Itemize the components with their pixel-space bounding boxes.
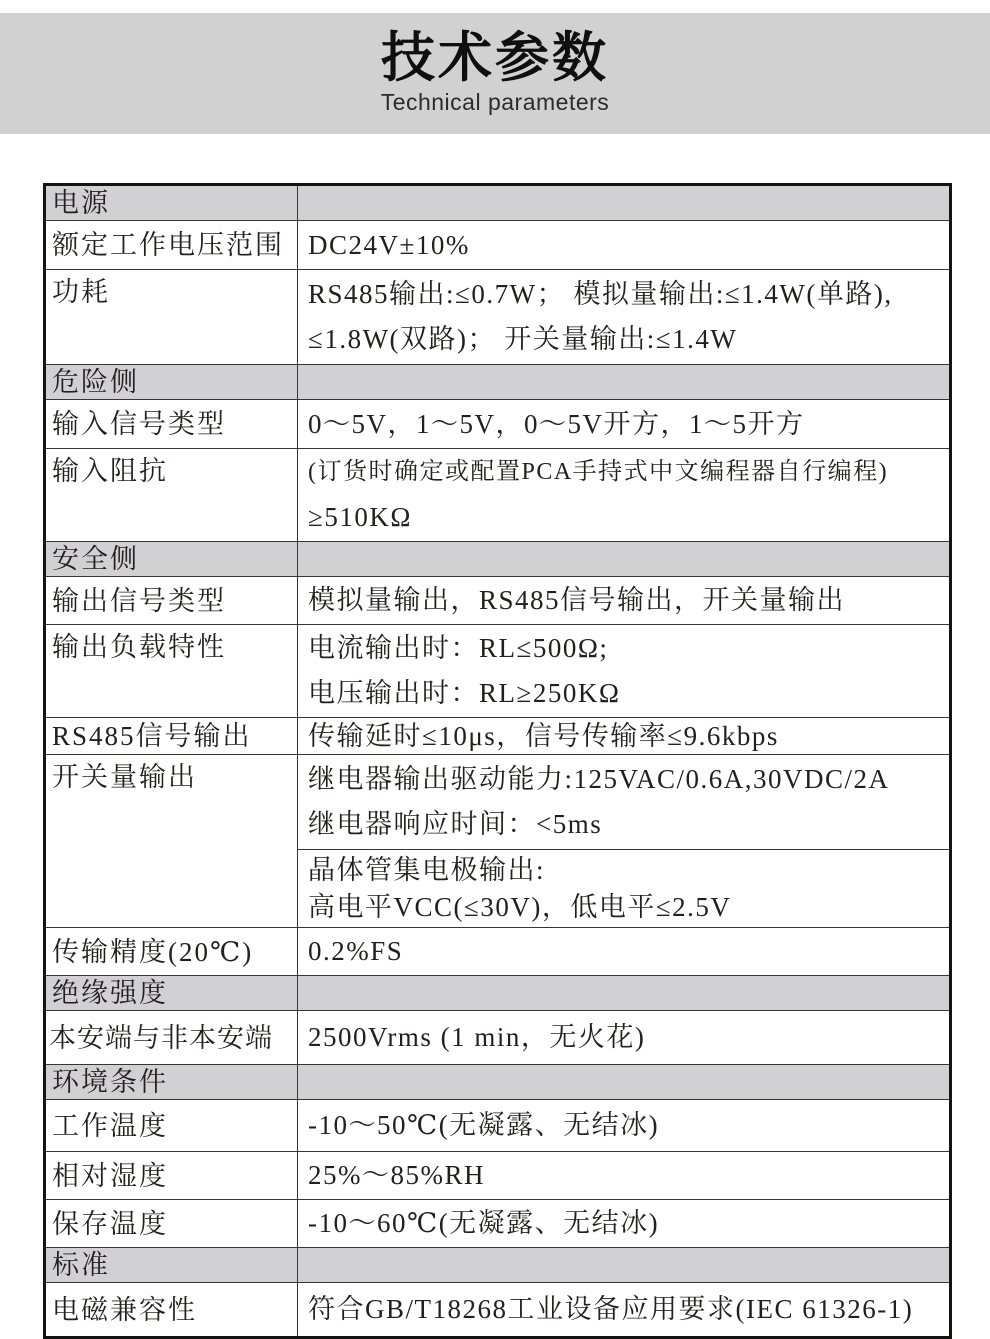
param-label: 电磁兼容性: [45, 1283, 298, 1338]
table-row: [45, 625, 951, 718]
value-line: 电压输出时：RL≥250KΩ: [308, 678, 621, 708]
param-value: [298, 850, 951, 928]
table-row: [45, 1283, 951, 1338]
section-row-safe-side: [45, 542, 951, 577]
technical-parameters-table: [43, 183, 952, 1339]
value-line: 模拟量输出，RS485信号输出，开关量输出: [308, 585, 846, 615]
param-value: [298, 928, 951, 976]
param-label: 传输精度(20℃): [45, 928, 298, 976]
param-value: [298, 718, 951, 755]
param-value: [298, 1200, 951, 1248]
table-row: [45, 1100, 951, 1152]
section-empty-cell: [298, 976, 951, 1011]
param-label: 输入信号类型: [45, 400, 298, 449]
section-row-hazard-side: [45, 365, 951, 400]
section-label: 危险侧: [45, 365, 298, 400]
value-line: 0.2%FS: [308, 936, 404, 966]
section-empty-cell: [298, 542, 951, 577]
param-label: 保存温度: [45, 1200, 298, 1248]
table-row: [45, 1200, 951, 1248]
section-label: 电源: [45, 185, 298, 221]
param-label: 额定工作电压范围: [45, 221, 298, 270]
section-empty-cell: [298, 1065, 951, 1100]
section-row-standard: [45, 1248, 951, 1283]
table-row: [45, 221, 951, 270]
param-label: 输出信号类型: [45, 577, 298, 625]
section-label: 环境条件: [45, 1065, 298, 1100]
table-row: [45, 928, 951, 976]
section-empty-cell: [298, 365, 951, 400]
value-line: (订货时确定或配置PCA手持式中文编程器自行编程): [308, 459, 889, 485]
section-label: 安全侧: [45, 542, 298, 577]
value-line: 25%～85%RH: [308, 1160, 485, 1190]
param-value: [298, 755, 951, 850]
value-line: ≤1.8W(双路)； 开关量输出:≤1.4W: [308, 324, 738, 354]
param-label: 本安端与非本安端: [45, 1011, 298, 1065]
value-line: -10～60℃(无凝露、无结冰): [308, 1208, 660, 1238]
page-subtitle: Technical parameters: [380, 89, 610, 115]
param-value: [298, 625, 951, 718]
page-title: 技术参数: [381, 28, 609, 88]
table-row: [45, 400, 951, 449]
table-row: [45, 449, 951, 542]
value-line: 电流输出时：RL≤500Ω;: [308, 633, 609, 663]
value-line: 2500Vrms (1 min，无火花): [308, 1022, 646, 1052]
section-empty-cell: [298, 1248, 951, 1283]
title-banner: [0, 13, 990, 134]
section-empty-cell: [298, 185, 951, 221]
value-line: 继电器输出驱动能力:125VAC/0.6A,30VDC/2A: [308, 764, 890, 794]
value-line: -10～50℃(无凝露、无结冰): [308, 1110, 660, 1140]
value-line: 继电器响应时间：<5ms: [308, 809, 603, 839]
param-value: [298, 270, 951, 365]
param-value: [298, 1283, 951, 1338]
section-label: 绝缘强度: [45, 976, 298, 1011]
table-row: [45, 577, 951, 625]
param-label: RS485信号输出: [45, 718, 298, 755]
param-label: 开关量输出: [45, 755, 298, 928]
table-row: [45, 1152, 951, 1200]
value-line: RS485输出:≤0.7W； 模拟量输出:≤1.4W(单路),: [308, 279, 893, 309]
value-line: 高电平VCC(≤30V)，低电平≤2.5V: [308, 891, 732, 922]
table-row: [45, 718, 951, 755]
param-value: [298, 221, 951, 270]
value-line: 晶体管集电极输出:: [308, 854, 546, 885]
param-value: [298, 1152, 951, 1200]
table-row: [45, 755, 951, 850]
table-row: [45, 1011, 951, 1065]
param-value: [298, 577, 951, 625]
section-row-environment: [45, 1065, 951, 1100]
value-line: ≥510KΩ: [308, 502, 412, 532]
table-row: [45, 270, 951, 365]
param-value: [298, 400, 951, 449]
section-row-power: [45, 185, 951, 221]
param-label: 输入阻抗: [45, 449, 298, 542]
param-value: [298, 449, 951, 542]
value-line: 0～5V，1～5V，0～5V开方，1～5开方: [308, 408, 805, 439]
section-row-insulation: [45, 976, 951, 1011]
section-label: 标准: [45, 1248, 298, 1283]
param-label: 功耗: [45, 270, 298, 365]
param-label: 输出负载特性: [45, 625, 298, 718]
param-label: 工作温度: [45, 1100, 298, 1152]
param-value: [298, 1100, 951, 1152]
value-line: 传输延时≤10μs，信号传输率≤9.6kbps: [308, 721, 779, 751]
value-line: DC24V±10%: [308, 229, 470, 260]
value-line: 符合GB/T18268工业设备应用要求(IEC 61326-1): [308, 1294, 914, 1324]
param-label: 相对湿度: [45, 1152, 298, 1200]
param-value: [298, 1011, 951, 1065]
